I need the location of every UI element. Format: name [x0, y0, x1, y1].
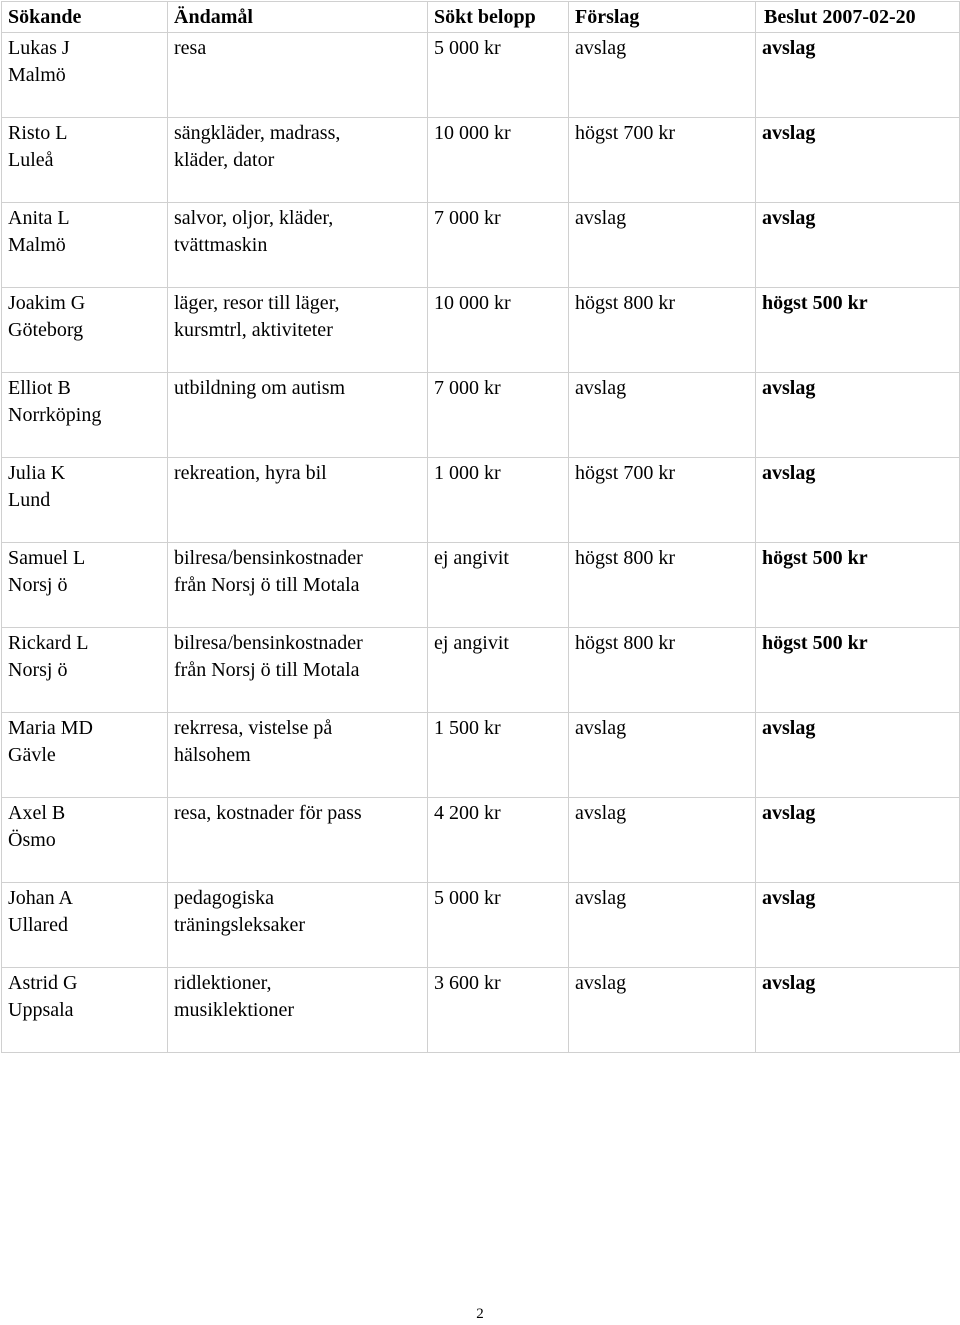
page-number: 2: [476, 1306, 484, 1322]
applicant-line: Luleå: [8, 149, 54, 171]
purpose-line: utbildning om autism: [174, 377, 346, 399]
applicant-line: Maria MD: [8, 717, 93, 739]
applicant-cell: [2, 883, 168, 968]
amount-cell: 10 000 kr: [428, 118, 569, 203]
purpose-cell: [168, 33, 428, 118]
header-decision: Beslut 2007-02-20: [756, 2, 960, 33]
applicant-line: Norrköping: [8, 404, 102, 426]
table-row: [2, 713, 960, 798]
applicant-cell: [2, 203, 168, 288]
applicant-cell: [2, 798, 168, 883]
applicant-line: Norsj ö: [8, 659, 68, 681]
purpose-line: från Norsj ö till Motala: [174, 659, 360, 681]
header-applicant: Sökande: [2, 2, 168, 33]
table-body: [2, 33, 960, 1053]
decision-cell: avslag: [756, 798, 960, 883]
table-row: [2, 968, 960, 1053]
applicant-line: Göteborg: [8, 319, 84, 341]
purpose-line: resa, kostnader för pass: [174, 802, 362, 824]
purpose-line: tvättmaskin: [174, 234, 268, 256]
applicant-line: Axel B: [8, 802, 66, 824]
purpose-line: kursmtrl, aktiviteter: [174, 319, 333, 341]
decision-cell: avslag: [756, 458, 960, 543]
table-row: [2, 798, 960, 883]
purpose-line: musiklektioner: [174, 999, 294, 1021]
table-row: [2, 628, 960, 713]
amount-cell: 10 000 kr: [428, 288, 569, 373]
decision-cell: avslag: [756, 713, 960, 798]
applicant-line: Elliot B: [8, 377, 71, 399]
table-row: [2, 543, 960, 628]
decision-cell: avslag: [756, 118, 960, 203]
decision-cell: avslag: [756, 883, 960, 968]
applicant-cell: [2, 968, 168, 1053]
table-row: [2, 118, 960, 203]
amount-cell: ej angivit: [428, 543, 569, 628]
purpose-line: ridlektioner,: [174, 972, 272, 994]
applicant-cell: [2, 288, 168, 373]
purpose-line: bilresa/bensinkostnader: [174, 547, 363, 569]
purpose-cell: [168, 968, 428, 1053]
header-amount: Sökt belopp: [428, 2, 569, 33]
applicant-cell: [2, 458, 168, 543]
proposal-cell: avslag: [569, 203, 756, 288]
purpose-line: från Norsj ö till Motala: [174, 574, 360, 596]
applicant-line: Rickard L: [8, 632, 89, 654]
purpose-line: hälsohem: [174, 744, 251, 766]
header-purpose: Ändamål: [168, 2, 428, 33]
purpose-line: sängkläder, madrass,: [174, 122, 341, 144]
applicant-line: Risto L: [8, 122, 68, 144]
table-row: [2, 883, 960, 968]
purpose-cell: [168, 628, 428, 713]
purpose-line: kläder, dator: [174, 149, 275, 171]
purpose-line: pedagogiska: [174, 887, 274, 909]
decision-cell: avslag: [756, 968, 960, 1053]
header-row: [2, 2, 960, 33]
amount-cell: 5 000 kr: [428, 33, 569, 118]
proposal-cell: högst 800 kr: [569, 288, 756, 373]
proposal-cell: högst 700 kr: [569, 118, 756, 203]
decision-cell: högst 500 kr: [756, 628, 960, 713]
applicant-line: Samuel L: [8, 547, 86, 569]
decision-cell: avslag: [756, 203, 960, 288]
applicant-cell: [2, 713, 168, 798]
amount-cell: 4 200 kr: [428, 798, 569, 883]
amount-cell: 7 000 kr: [428, 203, 569, 288]
proposal-cell: högst 800 kr: [569, 543, 756, 628]
purpose-line: läger, resor till läger,: [174, 292, 340, 314]
proposal-cell: avslag: [569, 373, 756, 458]
purpose-line: salvor, oljor, kläder,: [174, 207, 334, 229]
applicant-line: Julia K: [8, 462, 66, 484]
purpose-cell: [168, 118, 428, 203]
purpose-cell: [168, 288, 428, 373]
purpose-line: bilresa/bensinkostnader: [174, 632, 363, 654]
purpose-cell: [168, 543, 428, 628]
applicant-line: Malmö: [8, 234, 66, 256]
amount-cell: ej angivit: [428, 628, 569, 713]
applicant-line: Norsj ö: [8, 574, 68, 596]
amount-cell: 7 000 kr: [428, 373, 569, 458]
applicant-line: Gävle: [8, 744, 56, 766]
purpose-line: träningsleksaker: [174, 914, 306, 936]
proposal-cell: avslag: [569, 33, 756, 118]
purpose-cell: [168, 203, 428, 288]
proposal-cell: högst 800 kr: [569, 628, 756, 713]
amount-cell: 5 000 kr: [428, 883, 569, 968]
purpose-line: rekrresa, vistelse på: [174, 717, 333, 739]
applicant-cell: [2, 543, 168, 628]
purpose-cell: [168, 713, 428, 798]
purpose-cell: [168, 458, 428, 543]
table-row: [2, 458, 960, 543]
purpose-cell: [168, 883, 428, 968]
table-row: [2, 373, 960, 458]
applicant-line: Ösmo: [8, 829, 56, 851]
proposal-cell: avslag: [569, 713, 756, 798]
table-row: [2, 288, 960, 373]
applicant-line: Johan A: [8, 887, 73, 909]
header-proposal: Förslag: [569, 2, 756, 33]
applicant-line: Lund: [8, 489, 51, 511]
applicant-line: Uppsala: [8, 999, 74, 1021]
table-row: [2, 33, 960, 118]
applications-table: [1, 1, 960, 1053]
decision-cell: högst 500 kr: [756, 288, 960, 373]
proposal-cell: avslag: [569, 968, 756, 1053]
applicant-line: Malmö: [8, 64, 66, 86]
purpose-line: rekreation, hyra bil: [174, 462, 327, 484]
decision-cell: högst 500 kr: [756, 543, 960, 628]
applicant-cell: [2, 373, 168, 458]
applicant-line: Astrid G: [8, 972, 78, 994]
proposal-cell: högst 700 kr: [569, 458, 756, 543]
purpose-cell: [168, 373, 428, 458]
amount-cell: 3 600 kr: [428, 968, 569, 1053]
table-row: [2, 203, 960, 288]
applicant-line: Lukas J: [8, 37, 70, 59]
applicant-cell: [2, 118, 168, 203]
applicant-line: Joakim G: [8, 292, 86, 314]
amount-cell: 1 000 kr: [428, 458, 569, 543]
decision-cell: avslag: [756, 33, 960, 118]
applicant-line: Anita L: [8, 207, 70, 229]
purpose-line: resa: [174, 37, 207, 59]
applicant-line: Ullared: [8, 914, 68, 936]
decision-cell: avslag: [756, 373, 960, 458]
purpose-cell: [168, 798, 428, 883]
applicant-cell: [2, 33, 168, 118]
amount-cell: 1 500 kr: [428, 713, 569, 798]
proposal-cell: avslag: [569, 883, 756, 968]
applicant-cell: [2, 628, 168, 713]
proposal-cell: avslag: [569, 798, 756, 883]
